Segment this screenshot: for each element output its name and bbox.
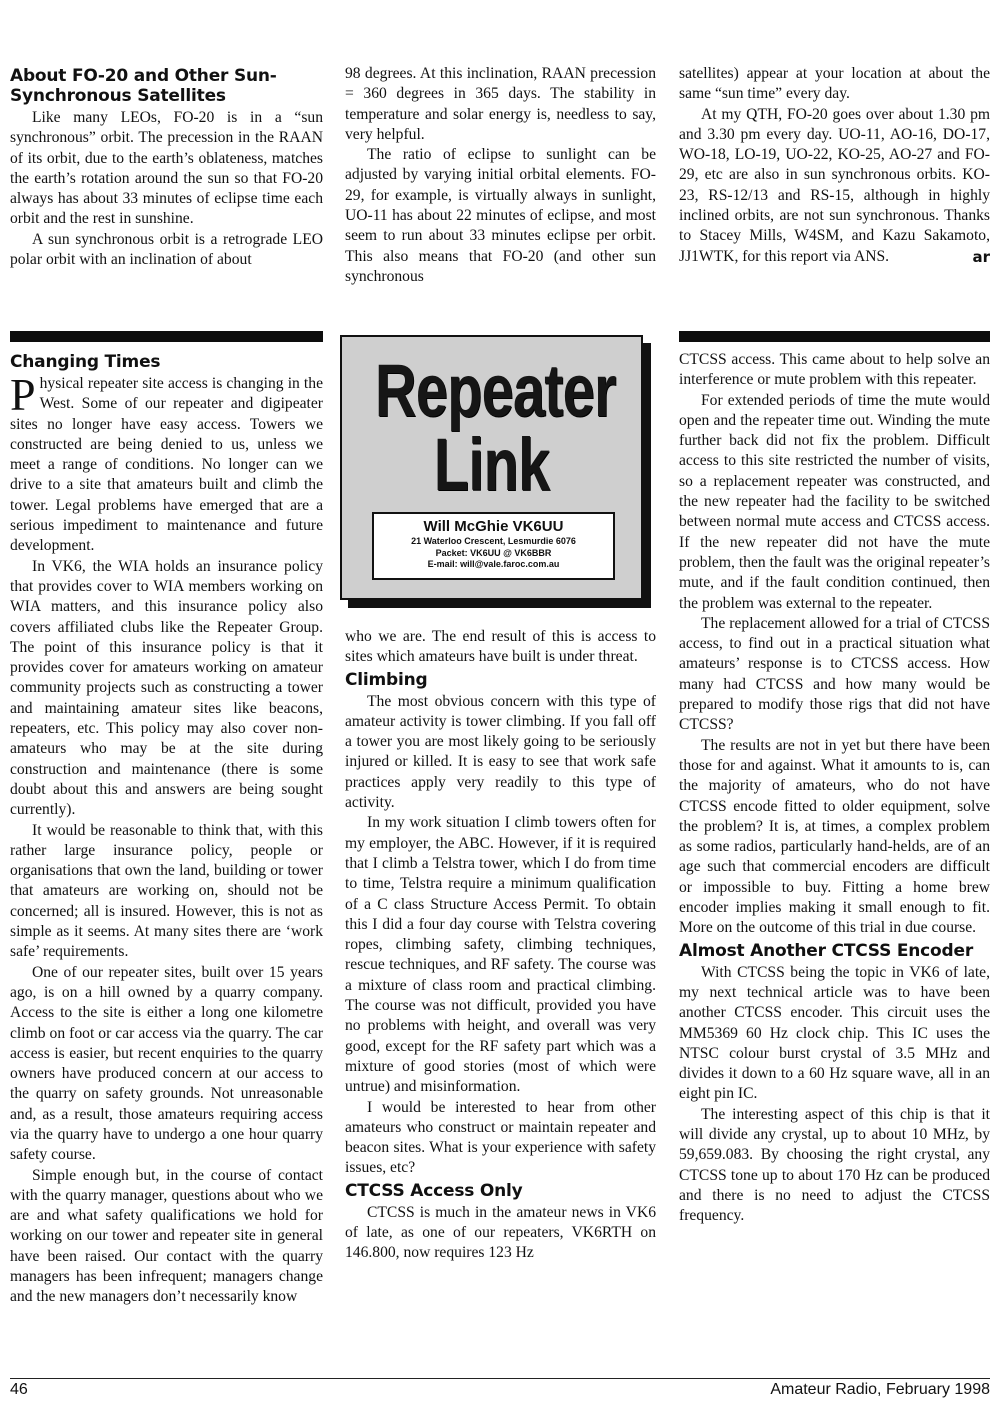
section-rule-right — [679, 331, 990, 342]
paragraph: The interesting aspect of this chip is that it will divide any crystal, up to about 10 MHz, by 59,659.083. By choosing the right crystal, any CTCSS tone up to about 170 Hz can be produced and there is no need to adjust the CTCSS frequency. — [679, 1105, 990, 1225]
section-rule-left — [10, 331, 323, 342]
paragraph: A sun synchronous orbit is a retrograde LEO polar orbit with an inclination of about — [10, 230, 323, 269]
heading-ctcss-access: CTCSS Access Only — [345, 1180, 523, 1201]
paragraph: For extended periods of time the mute would open and the repeater time out. Winding the mute further back did not fix the problem. Difficult access to this site restricted the number of visits, so a replacement repeater was constructed, and the new repeater had the facility to be switched between normal mute access and CTCSS access. If the new repeater did not have the mute problem, then the fault was the original repeater’s mute, and if the fault condition continued, then the problem was external to the repeater. — [679, 391, 990, 612]
heading-ctcss-encoder: Almost Another CTCSS Encoder — [679, 940, 974, 961]
publication-line: Amateur Radio, February 1998 — [770, 1381, 990, 1398]
paragraph: Like many LEOs, FO-20 is in a “sun synchronous” orbit. The precession in the RAAN of its orbit, due to the earth’s oblateness, matches the earth’s rotation around the sun so that FO-20 always has about 33 minutes of eclipse time each orbit and the rest in sunshine. — [10, 109, 323, 228]
paragraph: satellites) appear at your location at about the same “sun time” every day. — [679, 65, 990, 103]
top-column-2 — [345, 64, 656, 287]
paragraph: The replacement allowed for a trial of CTCSS access, to find out in a practical situation what amateurs’ response is to CTCSS access. How many had CTCSS and how many would be prepared to modify those rigs that did not have CTCSS? — [679, 614, 990, 734]
author-box — [372, 512, 615, 580]
paragraph-text: At my QTH, FO-20 goes over about 1.30 pm and 3.30 pm every day. UO-11, AO-16, DO-17, WO-18, LO-19, UO-22, KO-25, AO-27 and FO-29, etc are also in sun synchronous orbits. KO-23, RS-12/13 and RS-15, although in highly inclined orbits, are not sun synchronous. Thanks to Stacey Mills, W4SM, and Kazu Sakamoto, JJ1WTK, for this report via ANS. — [679, 105, 990, 265]
paragraph: I would be interested to hear from other amateurs who construct or maintain repeater and beacon sites. What is your experience with safety issues, etc? — [345, 1098, 656, 1177]
column-3 — [679, 350, 990, 1226]
paragraph: In my work situation I climb towers often for my employer, the ABC. However, if it is required that I climb a Telstra tower, which I do from time to time, Telstra require a minimum qualification of a C class Structure Access Permit. To obtain this I did a four day course with Telstra covering ropes, climbing safety, climbing techniques, rescue techniques, and RF safety. The course was a mixture of class room and practical climbing. The course was not difficult, provided you have no problems with height, and overall was very good, except for the RF safety part which was a mixture of good stories (most of which were untrue) and misinformation. — [345, 814, 656, 1096]
paragraph: CTCSS is much in the amateur news in VK6 of late, as one of our repeaters, VK6RTH on 146.800, now requires 123 Hz — [345, 1203, 656, 1262]
author-packet: Packet: VK6UU @ VK6BBR — [435, 547, 552, 558]
paragraph — [10, 369, 323, 557]
author-address: 21 Waterloo Crescent, Lesmurdie 6076 — [411, 536, 576, 546]
drop-cap: P — [10, 369, 36, 420]
paragraph: One of our repeater sites, built over 15 years ago, is on a hill owned by a quarry company. Access to the site is either a long one kilometre climb on foot or car access via the quarry. The car access is easier, but recent enquiries to the quarry owners have produced concern at our access to the quarry on safety grounds. Not unreasonable and, as a result, those amateurs requiring access via the quarry have to undergo a one hour quarry safety course. — [10, 963, 323, 1164]
top-column-1 — [10, 64, 323, 270]
author-email: E-mail: will@vale.faroc.com.au — [427, 559, 560, 569]
boxout-title-line1: Repeater — [374, 349, 616, 432]
paragraph: With CTCSS being the topic in VK6 of late, my next technical article was to have been another CTCSS encoder. This circuit uses the MM5369 60 Hz clock chip. This IC uses the NTSC colour burst crystal of 3.5 MHz and divides it down to a 60 Hz square wave, all in an eight pin IC. — [679, 963, 990, 1103]
paragraph: Simple enough but, in the course of contact with the quarry manager, questions about who we are and what safety qualifications we hold for working on our tower and repeater site in general have been raised. Our contact with the quarry managers has been infrequent; managers change and the new managers don’t necessarily know — [10, 1166, 323, 1306]
paragraph: The ratio of eclipse to sunlight can be adjusted by varying initial orbital elements. FO-29, for example, is virtually always in sunlight, UO-11 has about 22 minutes of eclipse, and most seem to run about 33 minutes eclipse per orbit. This also means that FO-20 (and other sun synchronous — [345, 146, 656, 285]
repeater-link-boxout — [340, 335, 643, 600]
paragraph: who we are. The end result of this is access to sites which amateurs have built is under threat. — [345, 628, 656, 666]
paragraph: The results are not in yet but there have been those for and against. What it amounts to is, can the majority of amateurs, who do not have CTCSS encode fitted to older equipment, solve the problem? It is, at times, a complex problem as some radios, particularly hand-helds, are of an age such that commercial encoders are difficult or impossible to buy. Fitting a home brew encoder implies making it small enough to fit. More on the outcome of this trial in due course. — [679, 736, 990, 937]
paragraph: The most obvious concern with this type of amateur activity is tower climbing. If you fall off a tower you are most likely going to be seriously injured or killed. It is easy to see that work safe practices apply very readily to this type of activity. — [345, 692, 656, 812]
heading-fo20: About FO-20 and Other Sun-Synchronous Satellites — [10, 66, 277, 106]
paragraph: 98 degrees. At this inclination, RAAN precession = 360 degrees in 365 days. The stability in temperature and solar energy is, needless to say, very helpful. — [345, 65, 656, 143]
column-1 — [10, 350, 323, 1308]
paragraph: In VK6, the WIA holds an insurance policy that provides cover to WIA members working on WIA matters, and this insurance policy also covers affiliated clubs like the Repeater Group. The point of this insurance policy is that it provides cover for amateurs working on amateur community projects such as constructing a tower and maintaining amateur sites like beacons, repeaters, etc. This policy may also cover non-amateurs who may be at the site during construction and maintenance (there is some doubt about this and answers are being sought currently). — [10, 557, 323, 819]
heading-climbing: Climbing — [345, 669, 428, 690]
top-column-3 — [679, 64, 990, 267]
column-2 — [345, 627, 656, 1264]
footer-rule — [10, 1378, 990, 1379]
paragraph: CTCSS access. This came about to help solve an interference or mute problem with this repeater. — [679, 351, 990, 389]
heading-changing-times: Changing Times — [10, 352, 161, 372]
paragraph: It would be reasonable to think that, with this rather large insurance policy, people or organisations that own the land, building or tower that amateurs are working on, should not be concerned; all is insured. However, this is not as simple as it seems. At many sites there are ‘work safe’ requirements. — [10, 821, 323, 961]
boxout-title-line2: Link — [433, 423, 550, 506]
paragraph-text: hysical repeater site access is changing in the West. Some of our repeater and digipeater sites no longer have easy access. Towers we constructed are being denied to us, unless we meet a range of conditions. No longer can we drive to a site that amateurs built and climb the tower. Legal problems have emerged that are a serious impediment to maintenance and future development. — [10, 375, 323, 555]
sign-off-mark: ar — [972, 247, 990, 266]
paragraph — [679, 105, 990, 267]
author-name: Will McGhie VK6UU — [423, 518, 564, 535]
page-number: 46 — [10, 1381, 28, 1398]
